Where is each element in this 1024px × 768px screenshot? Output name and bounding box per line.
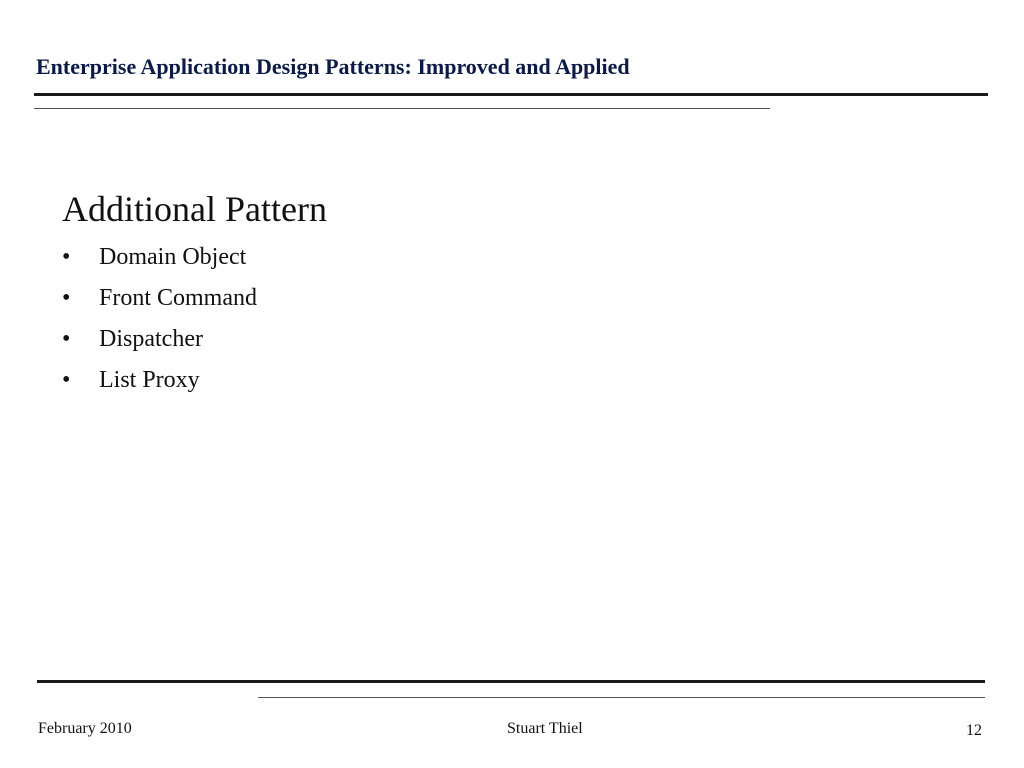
- bullet-icon: •: [62, 244, 71, 270]
- bullet-text: Dispatcher: [99, 326, 203, 352]
- bullet-text: Front Command: [99, 285, 258, 311]
- bullet-icon: •: [62, 285, 71, 311]
- bullet-icon: •: [62, 326, 71, 352]
- section-heading: Additional Pattern: [62, 189, 327, 229]
- footer-rule-thin: [258, 697, 985, 698]
- bullet-text: Domain Object: [99, 244, 247, 270]
- footer-date: February 2010: [38, 720, 132, 737]
- footer-author: Stuart Thiel: [507, 720, 583, 737]
- header-rule-thin: [34, 108, 770, 109]
- slide-title: Enterprise Application Design Patterns: Improved and Applied: [36, 54, 630, 79]
- footer-rule-thick: [37, 680, 985, 683]
- header-rule-thick: [34, 93, 988, 96]
- page-number: 12: [966, 722, 982, 739]
- bullet-text: List Proxy: [99, 367, 200, 393]
- bullet-icon: •: [62, 367, 71, 393]
